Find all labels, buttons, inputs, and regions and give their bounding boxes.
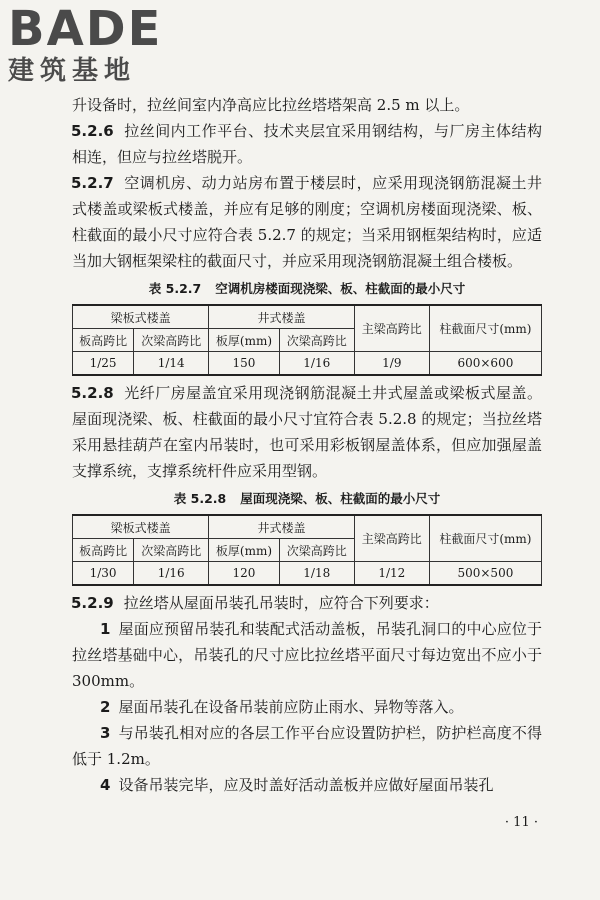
clause-5-2-9: [72, 590, 542, 616]
table-5-2-8-title: [72, 488, 542, 510]
table-column-header: 柱截面尺寸(mm): [429, 515, 541, 562]
item-number: 2: [100, 698, 111, 716]
table-cell: 600×600: [429, 352, 541, 376]
clause-number: 5.2.9: [71, 594, 114, 612]
table-cell: 1/14: [134, 352, 209, 376]
table-column-header: 次梁高跨比: [134, 539, 209, 562]
table-cell: 1/16: [134, 562, 209, 586]
item-text: 屋面应预留吊装孔和装配式活动盖板，吊装孔洞口的中心应位于拉丝塔基础中心，吊装孔的尺寸应比拉丝塔平面尺寸每边宽出不应小于 300mm。: [72, 620, 542, 690]
table-5-2-7-title: [72, 278, 542, 300]
table-number: 表 5.2.8: [173, 491, 227, 506]
item-number: 1: [100, 620, 111, 638]
logo-brand-text: BADE: [8, 1, 163, 57]
item-number: 4: [100, 776, 111, 794]
table-cell: 1/9: [354, 352, 429, 376]
table-cell: 1/16: [279, 352, 354, 376]
table-caption: 空调机房楼面现浇梁、板、柱截面的最小尺寸: [215, 281, 466, 296]
table-column-header: 柱截面尺寸(mm): [429, 305, 541, 352]
list-item: [72, 720, 542, 772]
intro-paragraph: 升设备时，拉丝间室内净高应比拉丝塔塔架高 2.5 m 以上。: [72, 96, 470, 114]
table-cell: 1/25: [73, 352, 134, 376]
clause-number: 5.2.6: [71, 122, 114, 140]
clause-number: 5.2.7: [71, 174, 114, 192]
table-group-header: 井式楼盖: [209, 515, 355, 539]
table-group-header: 井式楼盖: [209, 305, 355, 329]
table-caption: 屋面现浇梁、板、柱截面的最小尺寸: [240, 491, 441, 506]
page-number: · 11 ·: [504, 815, 538, 830]
clause-5-2-7: [72, 170, 542, 274]
logo-subtitle: 建筑基地: [8, 56, 137, 86]
table-column-header: 次梁高跨比: [279, 539, 354, 562]
table-cell: 1/12: [354, 562, 429, 586]
table-column-header: 板高跨比: [73, 329, 134, 352]
table-group-header: 梁板式楼盖: [73, 305, 209, 329]
table-5-2-8: [72, 514, 542, 586]
table-row: [73, 352, 542, 376]
clause-number: 5.2.8: [71, 384, 114, 402]
list-item: [72, 772, 542, 798]
item-number: 3: [100, 724, 111, 742]
table-group-header: 梁板式楼盖: [73, 515, 209, 539]
table-5-2-7: [72, 304, 542, 376]
table-column-header: 板高跨比: [73, 539, 134, 562]
table-cell: 120: [209, 562, 280, 586]
clause-text: 空调机房、动力站房布置于楼层时，应采用现浇钢筋混凝土井式楼盖或梁板式楼盖，并应有足够的刚度；空调机房楼面现浇梁、板、柱截面的最小尺寸应符合表 5.2.7 的规定；当采用钢框架结构时，应适当加大钢框架梁柱的截面尺寸，并应采用现浇钢筋混凝土组合楼板。: [72, 174, 542, 270]
clause-text: 光纤厂房屋盖宜采用现浇钢筋混凝土井式屋盖或梁板式屋盖。屋面现浇梁、板、柱截面的最小尺寸宜符合表 5.2.8 的规定；当拉丝塔采用悬挂葫芦在室内吊装时，也可采用彩板钢屋盖体系，但应加强屋盖支撑系统，支撑系统杆件应采用型钢。: [72, 384, 542, 480]
list-item: [72, 694, 542, 720]
table-cell: 150: [209, 352, 280, 376]
page-content: [72, 92, 542, 798]
clause-text: 拉丝塔从屋面吊装孔吊装时，应符合下列要求：: [123, 594, 439, 612]
table-column-header: 主梁高跨比: [354, 515, 429, 562]
table-cell: 1/18: [279, 562, 354, 586]
table-number: 表 5.2.7: [148, 281, 202, 296]
item-text: 屋面吊装孔在设备吊装前应防止雨水、异物等落入。: [118, 698, 464, 716]
clause-5-2-6: [72, 118, 542, 170]
item-text: 设备吊装完毕，应及时盖好活动盖板并应做好屋面吊装孔: [118, 776, 494, 794]
table-cell: 500×500: [429, 562, 541, 586]
clause-text: 拉丝间内工作平台、技术夹层宜采用钢结构，与厂房主体结构相连，但应与拉丝塔脱开。: [72, 122, 542, 166]
clause-5-2-8: [72, 380, 542, 484]
table-row: [73, 562, 542, 586]
item-text: 与吊装孔相对应的各层工作平台应设置防护栏，防护栏高度不得低于 1.2m。: [72, 724, 542, 768]
table-column-header: 板厚(mm): [209, 329, 280, 352]
brand-logo: [8, 1, 183, 92]
table-column-header: 板厚(mm): [209, 539, 280, 562]
list-item: [72, 616, 542, 694]
table-column-header: 次梁高跨比: [134, 329, 209, 352]
table-column-header: 主梁高跨比: [354, 305, 429, 352]
table-cell: 1/30: [73, 562, 134, 586]
table-column-header: 次梁高跨比: [279, 329, 354, 352]
